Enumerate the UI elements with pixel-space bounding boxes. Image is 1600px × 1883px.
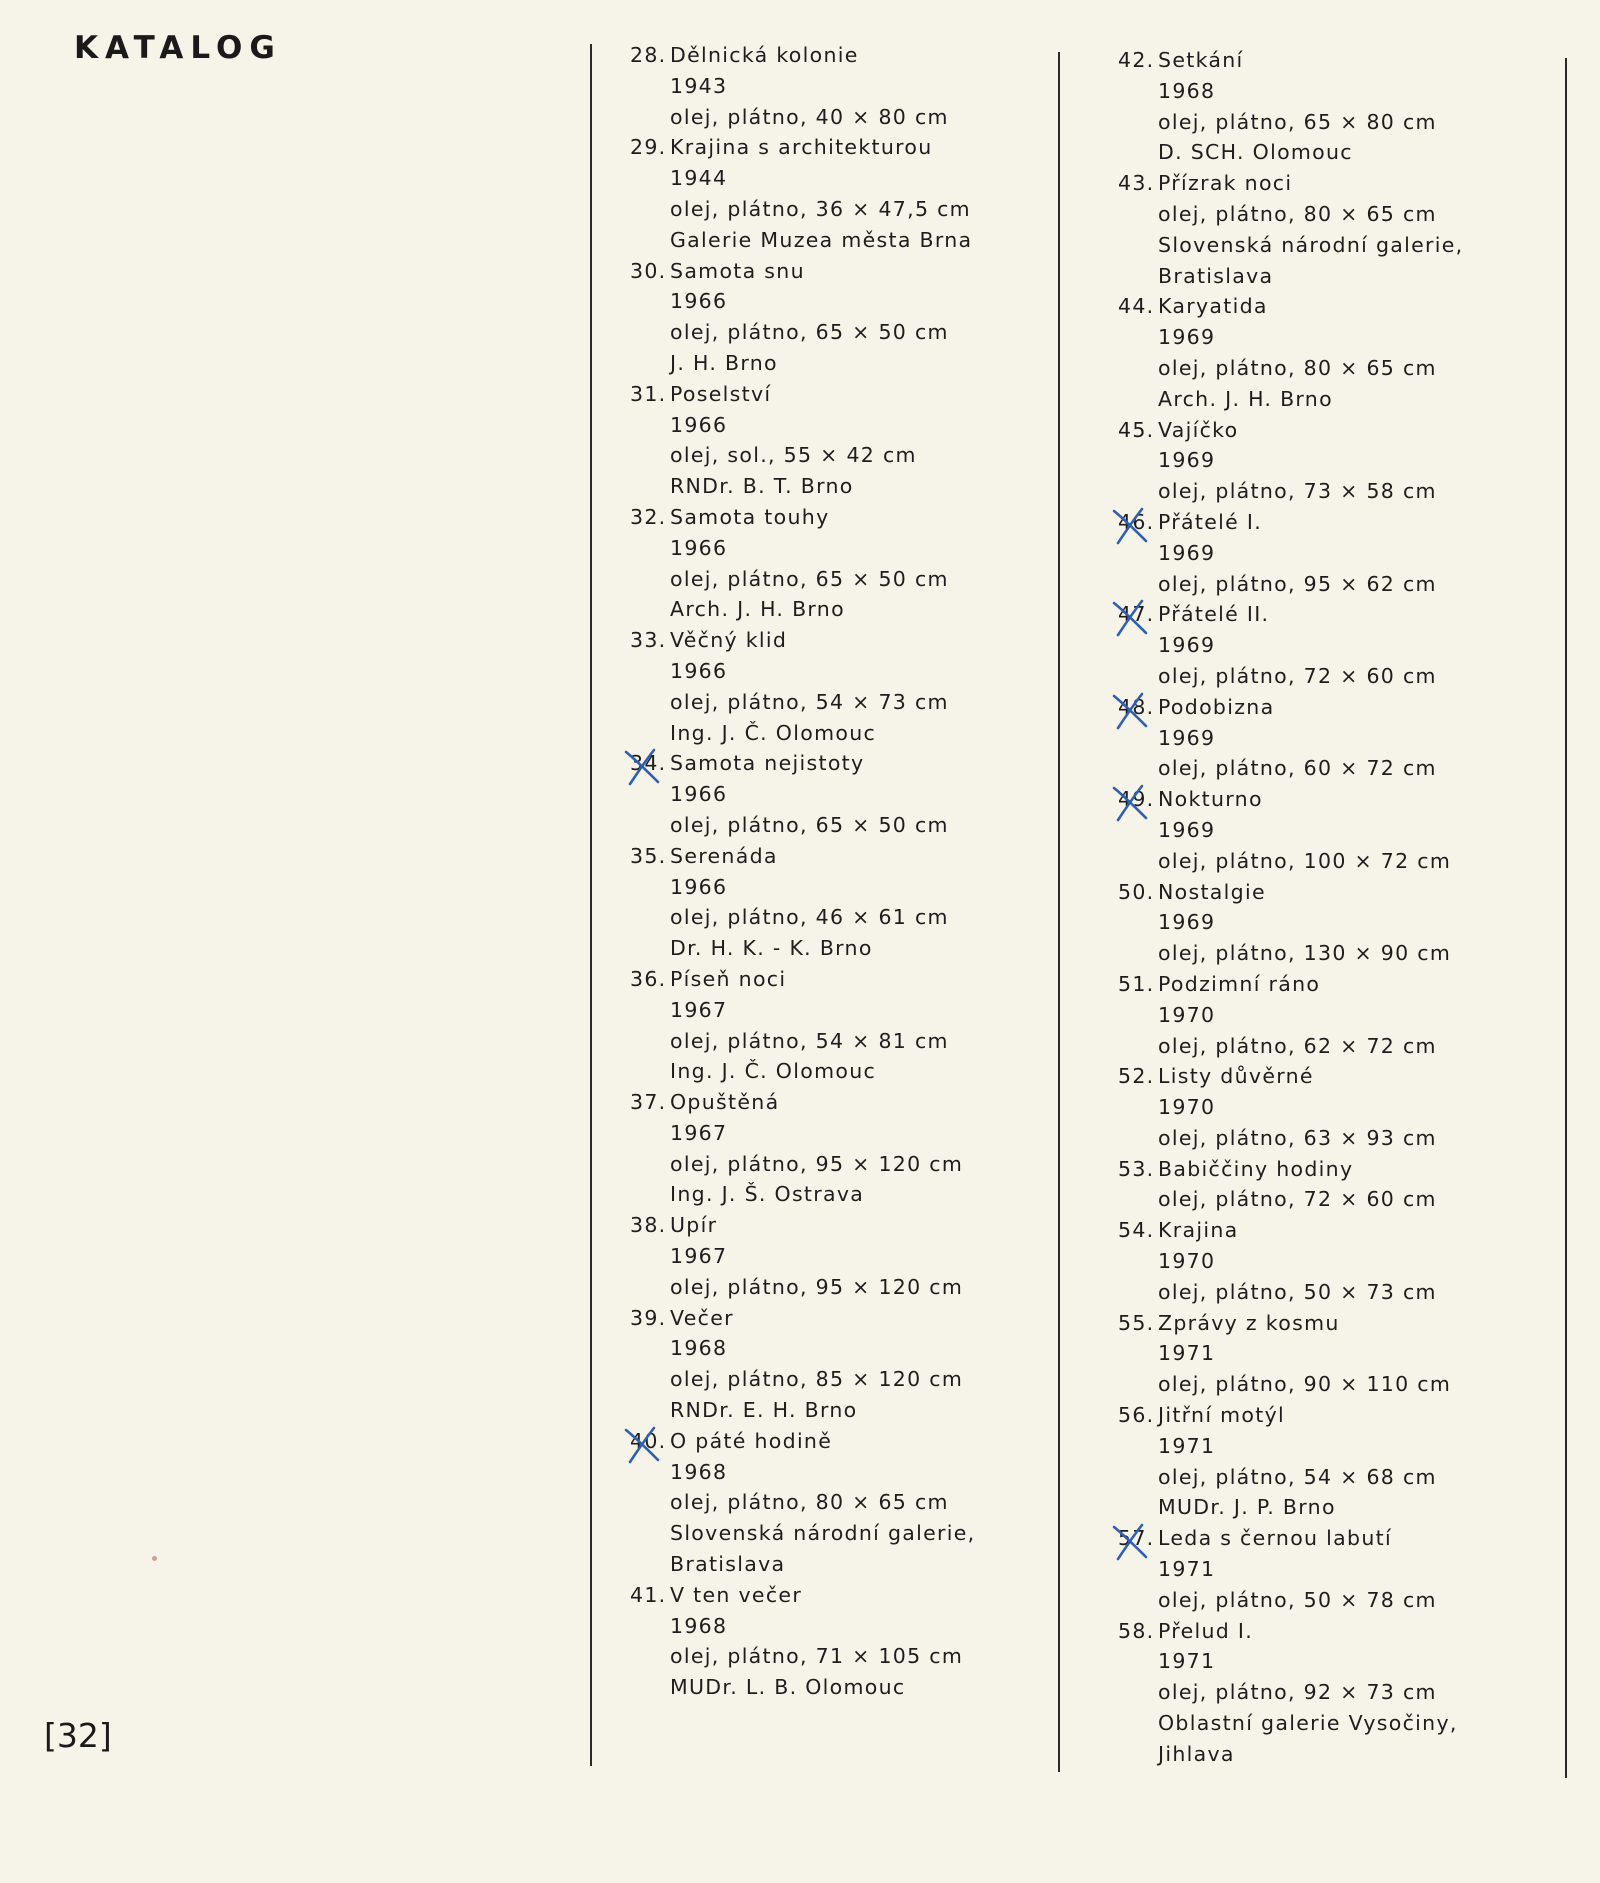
entry-title-line: [1118, 1308, 1464, 1339]
entry-title-line: [1118, 784, 1464, 815]
entry-detail: 1944: [670, 166, 728, 191]
entry-title-line: [1118, 291, 1464, 322]
entry-detail: 1969: [1158, 725, 1216, 750]
entry-number: 47.: [1118, 602, 1155, 627]
entry-detail: 1971: [1158, 1649, 1216, 1674]
entry-title-line: [630, 1580, 976, 1611]
entry-number: 50.: [1118, 879, 1155, 904]
entry-detail: RNDr. E. H. Brno: [670, 1398, 858, 1423]
catalog-entry: [1118, 969, 1464, 1061]
entry-title-line: [630, 1426, 976, 1457]
entry-detail: 1966: [670, 412, 728, 437]
entry-detail: 1969: [1158, 817, 1216, 842]
entry-detail: Arch. J. H. Brno: [670, 597, 845, 622]
entry-title-line: [1118, 507, 1464, 538]
entry-title-line: [1118, 599, 1464, 630]
catalog-entry: [1118, 1154, 1464, 1216]
entry-detail: olej, plátno, 95 × 120 cm: [670, 1151, 964, 1176]
entry-number: 38.: [630, 1213, 667, 1238]
entry-detail: Bratislava: [1158, 263, 1274, 288]
entry-title-line: [1118, 45, 1464, 76]
entry-number: 40.: [630, 1428, 667, 1453]
entry-title: Nokturno: [1158, 787, 1263, 812]
entry-number: 54.: [1118, 1218, 1155, 1243]
entry-detail: 1966: [670, 535, 728, 560]
entry-title: Samota snu: [670, 258, 805, 283]
entry-title-line: [630, 1210, 976, 1241]
entry-title-line: [1118, 692, 1464, 723]
entry-detail: olej, sol., 55 × 42 cm: [670, 443, 917, 468]
entry-detail: olej, plátno, 130 × 90 cm: [1158, 941, 1452, 966]
catalog-entry: [630, 625, 976, 748]
catalog-entry: [1118, 1308, 1464, 1400]
entry-title-line: [630, 841, 976, 872]
entry-detail: olej, plátno, 80 × 65 cm: [1158, 201, 1437, 226]
entry-detail: 1970: [1158, 1002, 1216, 1027]
entry-title: Podzimní ráno: [1158, 971, 1321, 996]
entry-number: 52.: [1118, 1064, 1155, 1089]
catalog-entry: [630, 1303, 976, 1426]
entry-title: Zprávy z kosmu: [1158, 1310, 1340, 1335]
entry-title: Leda s černou labutí: [1158, 1526, 1392, 1551]
entry-number: 30.: [630, 258, 667, 283]
entry-detail: D. SCH. Olomouc: [1158, 140, 1353, 165]
entry-detail: Slovenská národní galerie,: [670, 1521, 976, 1546]
entry-detail: olej, plátno, 36 × 47,5 cm: [670, 196, 971, 221]
catalog-entry: [1118, 692, 1464, 784]
entry-title-line: [630, 625, 976, 656]
entry-detail: 1966: [670, 289, 728, 314]
entry-title: Samota nejistoty: [670, 751, 865, 776]
entry-title-line: [1118, 1616, 1464, 1647]
entry-title-line: [630, 132, 976, 163]
entry-detail: 1967: [670, 1120, 728, 1145]
catalog-entry: [1118, 168, 1464, 291]
entry-detail: olej, plátno, 54 × 73 cm: [670, 689, 949, 714]
entry-detail: MUDr. J. P. Brno: [1158, 1495, 1336, 1520]
catalog-entry: [630, 502, 976, 625]
entry-detail: olej, plátno, 80 × 65 cm: [1158, 355, 1437, 380]
entry-number: 56.: [1118, 1403, 1155, 1428]
entry-number: 37.: [630, 1090, 667, 1115]
entry-detail: olej, plátno, 63 × 93 cm: [1158, 1125, 1437, 1150]
entry-detail: olej, plátno, 65 × 50 cm: [670, 320, 949, 345]
entry-detail: olej, plátno, 95 × 120 cm: [670, 1274, 964, 1299]
entry-title: Přátelé I.: [1158, 509, 1263, 534]
entry-number: 34.: [630, 751, 667, 776]
entry-title: Přátelé II.: [1158, 602, 1270, 627]
entry-title: Přízrak noci: [1158, 171, 1293, 196]
entry-detail: 1969: [1158, 325, 1216, 350]
entry-number: 55.: [1118, 1310, 1155, 1335]
entry-number: 33.: [630, 628, 667, 653]
entry-title-line: [1118, 168, 1464, 199]
catalog-entry: [1118, 1523, 1464, 1615]
catalog-entry: [1118, 1616, 1464, 1770]
entry-title: Samota touhy: [670, 504, 830, 529]
entry-title: Nostalgie: [1158, 879, 1266, 904]
entry-detail: olej, plátno, 62 × 72 cm: [1158, 1033, 1437, 1058]
entry-detail: olej, plátno, 50 × 73 cm: [1158, 1279, 1437, 1304]
entry-detail: 1970: [1158, 1095, 1216, 1120]
entry-title: Setkání: [1158, 48, 1244, 72]
entry-number: 58.: [1118, 1618, 1155, 1643]
entry-title: Píseň noci: [670, 966, 787, 991]
column-rule-right: [1565, 58, 1567, 1778]
entry-detail: olej, plátno, 54 × 68 cm: [1158, 1464, 1437, 1489]
entry-number: 46.: [1118, 509, 1155, 534]
entry-detail: 1968: [670, 1613, 728, 1638]
entry-detail: olej, plátno, 72 × 60 cm: [1158, 1187, 1437, 1212]
entry-title-line: [1118, 1061, 1464, 1092]
entry-detail: olej, plátno, 40 × 80 cm: [670, 104, 949, 129]
entry-detail: 1966: [670, 782, 728, 807]
entry-title: Vajíčko: [1158, 417, 1239, 442]
catalog-entry: [630, 841, 976, 964]
entry-detail: RNDr. B. T. Brno: [670, 474, 854, 499]
entry-title: Dělnická kolonie: [670, 43, 859, 67]
catalog-entry: [630, 1580, 976, 1703]
entry-title-line: [1118, 877, 1464, 908]
entry-number: 28.: [630, 43, 667, 67]
entry-title: O páté hodině: [670, 1428, 833, 1453]
entry-title: Opuštěná: [670, 1090, 780, 1115]
catalog-entry: [1118, 45, 1464, 168]
entry-number: 48.: [1118, 694, 1155, 719]
entry-detail: Jihlava: [1158, 1741, 1235, 1766]
entry-title-line: [630, 40, 976, 71]
entry-detail: Bratislava: [670, 1552, 786, 1577]
entry-detail: olej, plátno, 90 × 110 cm: [1158, 1372, 1452, 1397]
entry-title: V ten večer: [670, 1582, 803, 1607]
entry-number: 49.: [1118, 787, 1155, 812]
catalog-entry: [1118, 1400, 1464, 1523]
entry-detail: olej, plátno, 92 × 73 cm: [1158, 1680, 1437, 1705]
entry-title: Krajina s architekturou: [670, 135, 933, 160]
entry-title: Karyatida: [1158, 294, 1268, 319]
entry-detail: MUDr. L. B. Olomouc: [670, 1675, 906, 1700]
catalog-column-right: [1118, 45, 1464, 1770]
catalog-entry: [1118, 1061, 1464, 1153]
entry-detail: 1968: [670, 1336, 728, 1361]
entry-title-line: [630, 379, 976, 410]
entry-title-line: [630, 1303, 976, 1334]
entry-detail: 1971: [1158, 1557, 1216, 1582]
entry-title: Listy důvěrné: [1158, 1064, 1314, 1089]
entry-detail: 1969: [1158, 540, 1216, 565]
entry-detail: olej, plátno, 73 × 58 cm: [1158, 479, 1437, 504]
entry-title: Jitřní motýl: [1158, 1403, 1286, 1428]
entry-detail: 1967: [670, 1244, 728, 1269]
entry-detail: 1968: [670, 1459, 728, 1484]
entry-title: Babiččiny hodiny: [1158, 1156, 1354, 1181]
entry-title: Věčný klid: [670, 628, 788, 653]
entry-detail: 1970: [1158, 1249, 1216, 1274]
entry-detail: olej, plátno, 65 × 50 cm: [670, 566, 949, 591]
entry-detail: Arch. J. H. Brno: [1158, 386, 1333, 411]
catalog-entry: [630, 1087, 976, 1210]
entry-title: Večer: [670, 1305, 734, 1330]
entry-detail: olej, plátno, 72 × 60 cm: [1158, 663, 1437, 688]
entry-number: 45.: [1118, 417, 1155, 442]
entry-detail: olej, plátno, 100 × 72 cm: [1158, 848, 1452, 873]
catalog-entry: [1118, 291, 1464, 414]
entry-title: Upír: [670, 1213, 718, 1238]
entry-title-line: [1118, 1400, 1464, 1431]
entry-detail: Dr. H. K. - K. Brno: [670, 936, 873, 961]
entry-detail: olej, plátno, 95 × 62 cm: [1158, 571, 1437, 596]
entry-detail: 1967: [670, 997, 728, 1022]
catalog-entry: [630, 748, 976, 840]
entry-detail: olej, plátno, 50 × 78 cm: [1158, 1587, 1437, 1612]
catalog-entry: [1118, 877, 1464, 969]
entry-detail: olej, plátno, 46 × 61 cm: [670, 905, 949, 930]
entry-title-line: [630, 748, 976, 779]
catalog-entry: [1118, 1215, 1464, 1307]
catalog-entry: [1118, 599, 1464, 691]
entry-title-line: [630, 502, 976, 533]
catalog-entry: [630, 379, 976, 502]
entry-number: 53.: [1118, 1156, 1155, 1181]
entry-number: 42.: [1118, 48, 1155, 72]
entry-number: 36.: [630, 966, 667, 991]
catalog-entry: [1118, 415, 1464, 507]
entry-title: Přelud I.: [1158, 1618, 1254, 1643]
entry-detail: 1971: [1158, 1341, 1216, 1366]
catalog-entry: [630, 256, 976, 379]
entry-detail: 1943: [670, 73, 728, 98]
column-rule-left: [590, 44, 592, 1766]
entry-detail: Ing. J. Č. Olomouc: [670, 720, 877, 745]
entry-detail: 1969: [1158, 448, 1216, 473]
entry-detail: Ing. J. Š. Ostrava: [670, 1182, 865, 1207]
catalog-entry: [630, 40, 976, 132]
entry-detail: 1969: [1158, 910, 1216, 935]
column-rule-middle: [1058, 52, 1060, 1772]
entry-number: 31.: [630, 381, 667, 406]
entry-detail: olej, plátno, 65 × 80 cm: [1158, 109, 1437, 134]
entry-title-line: [630, 1087, 976, 1118]
entry-detail: olej, plátno, 85 × 120 cm: [670, 1367, 964, 1392]
entry-number: 57.: [1118, 1526, 1155, 1551]
entry-title-line: [1118, 1215, 1464, 1246]
entry-number: 32.: [630, 504, 667, 529]
entry-detail: 1969: [1158, 633, 1216, 658]
entry-title-line: [1118, 1523, 1464, 1554]
entry-detail: 1966: [670, 874, 728, 899]
catalog-entry: [1118, 507, 1464, 599]
paper-speck: [152, 1556, 157, 1561]
catalog-entry: [1118, 784, 1464, 876]
entry-detail: olej, plátno, 80 × 65 cm: [670, 1490, 949, 1515]
entry-detail: J. H. Brno: [670, 350, 778, 375]
entry-detail: olej, plátno, 65 × 50 cm: [670, 812, 949, 837]
entry-detail: olej, plátno, 54 × 81 cm: [670, 1028, 949, 1053]
entry-number: 35.: [630, 843, 667, 868]
entry-title-line: [1118, 1154, 1464, 1185]
entry-title: Poselství: [670, 381, 772, 406]
entry-detail: Galerie Muzea města Brna: [670, 227, 973, 252]
entry-detail: 1968: [1158, 78, 1216, 103]
entry-number: 39.: [630, 1305, 667, 1330]
entry-detail: olej, plátno, 60 × 72 cm: [1158, 756, 1437, 781]
entry-detail: olej, plátno, 71 × 105 cm: [670, 1644, 964, 1669]
entry-detail: Ing. J. Č. Olomouc: [670, 1059, 877, 1084]
entry-number: 29.: [630, 135, 667, 160]
entry-title: Serenáda: [670, 843, 778, 868]
entry-number: 43.: [1118, 171, 1155, 196]
catalog-entry: [630, 964, 976, 1087]
entry-detail: Oblastní galerie Vysočiny,: [1158, 1711, 1458, 1736]
entry-detail: 1971: [1158, 1433, 1216, 1458]
entry-title: Krajina: [1158, 1218, 1239, 1243]
entry-title-line: [1118, 415, 1464, 446]
entry-number: 51.: [1118, 971, 1155, 996]
catalog-entry: [630, 132, 976, 255]
entry-number: 41.: [630, 1582, 667, 1607]
entry-number: 44.: [1118, 294, 1155, 319]
entry-title: Podobizna: [1158, 694, 1275, 719]
entry-title-line: [1118, 969, 1464, 1000]
catalog-entry: [630, 1210, 976, 1302]
page-number: [32]: [44, 1716, 112, 1755]
catalog-entry: [630, 1426, 976, 1580]
entry-title-line: [630, 256, 976, 287]
entry-title-line: [630, 964, 976, 995]
catalog-column-left: [630, 40, 976, 1703]
catalog-heading: KATALOG: [74, 30, 282, 66]
entry-detail: Slovenská národní galerie,: [1158, 232, 1464, 257]
entry-detail: 1966: [670, 658, 728, 683]
